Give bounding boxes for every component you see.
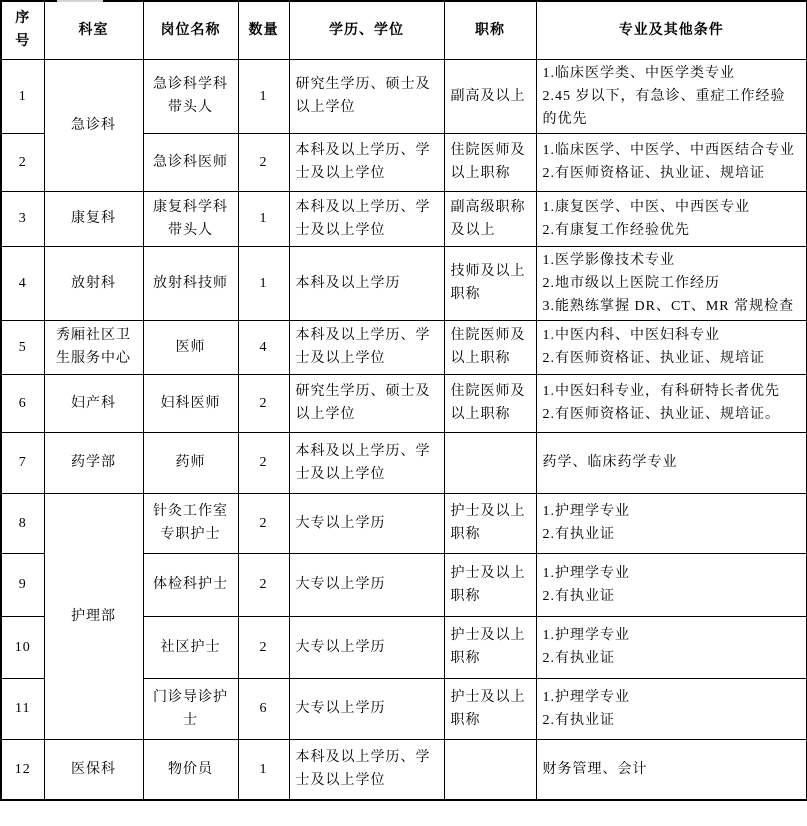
cell-dept: 秀厢社区卫生服务中心 [44,320,143,374]
cell-conditions [536,191,807,246]
table-row [1,432,807,493]
cell-position: 放射科技师 [143,246,238,320]
condition-line: 2.有执业证 [542,588,615,604]
condition-line: 2.有医师资格证、执业证、规培证 [542,351,765,366]
cell-conditions [536,320,807,374]
cell-no: 6 [1,374,44,432]
cell-dept: 放射科 [44,246,143,320]
condition-line: 2.有执业证 [542,651,615,666]
cell-no: 5 [1,320,44,374]
condition-line: 2.有医师资格证、执业证、规培证 [542,166,765,181]
cell-no: 1 [1,59,44,133]
cell-position: 体检科护士 [143,553,238,616]
cell-count: 2 [238,553,289,616]
cell-title: 护士及以上职称 [444,678,536,739]
column-header-title: 职称 [444,1,536,59]
condition-line: 1.医学影像技术专业 [542,252,675,268]
cell-dept: 妇产科 [44,374,143,432]
cell-education: 研究生学历、硕士及以上学位 [289,374,444,432]
cell-position: 针灸工作室专职护士 [143,493,238,553]
cell-position: 妇科医师 [143,374,238,432]
cell-no: 7 [1,432,44,493]
column-header-education: 学历、学位 [289,1,444,59]
cell-title: 护士及以上职称 [444,553,536,616]
condition-line: 2.有医师资格证、执业证、规培证。 [542,407,780,422]
condition-line: 2.有康复工作经验优先 [542,222,690,238]
column-header-count: 数量 [238,1,289,59]
cell-title: 住院医师及以上职称 [444,320,536,374]
cell-title [444,432,536,493]
table-row [1,374,807,432]
condition-line: 1.护理学专业 [542,689,630,705]
cell-count: 1 [238,739,289,800]
condition-line: 2.有执业证 [542,527,615,542]
condition-line: 1.康复医学、中医、中西医专业 [542,199,750,215]
cell-count: 1 [238,246,289,320]
condition-line: 2.地市级以上医院工作经历 [542,275,720,291]
cell-count: 2 [238,432,289,493]
column-header-dept: 科室 [44,1,143,59]
cell-position: 医师 [143,320,238,374]
table-row [1,320,807,374]
condition-line: 1.临床医学、中医学、中西医结合专业 [542,143,795,158]
cell-position: 药师 [143,432,238,493]
cell-education: 本科及以上学历、学士及以上学位 [289,739,444,800]
cell-count: 2 [238,374,289,432]
cell-title: 住院医师及以上职称 [444,133,536,191]
cell-dept: 药学部 [44,432,143,493]
condition-line: 1.中医妇科专业，有科研特长者优先 [542,384,780,399]
cell-position: 急诊科学科带头人 [143,59,238,133]
condition-line: 3.能熟练掌握 DR、CT、MR 常规检查 [542,298,795,314]
cell-title: 护士及以上职称 [444,616,536,678]
cell-title [444,739,536,800]
cell-position: 急诊科医师 [143,133,238,191]
cell-count: 1 [238,59,289,133]
table-row [1,191,807,246]
cell-education: 本科及以上学历 [289,246,444,320]
cell-title: 护士及以上职称 [444,493,536,553]
cell-position: 康复科学科带头人 [143,191,238,246]
cell-conditions [536,374,807,432]
condition-line: 药学、临床药学专业 [542,455,678,470]
cell-education: 本科及以上学历、学士及以上学位 [289,432,444,493]
cell-title: 技师及以上职称 [444,246,536,320]
cell-education: 大专以上学历 [289,493,444,553]
column-header-position: 岗位名称 [143,1,238,59]
cell-conditions [536,739,807,800]
cell-count: 6 [238,678,289,739]
cell-conditions [536,678,807,739]
table-row [1,246,807,320]
cell-conditions [536,432,807,493]
cell-no: 3 [1,191,44,246]
cell-education: 大专以上学历 [289,678,444,739]
cell-conditions [536,616,807,678]
cell-education: 本科及以上学历、学士及以上学位 [289,320,444,374]
cell-conditions [536,493,807,553]
condition-line: 1.护理学专业 [542,504,630,519]
header-row [1,1,807,59]
cell-no: 4 [1,246,44,320]
cell-no: 11 [1,678,44,739]
condition-line: 1.中医内科、中医妇科专业 [542,328,720,343]
cell-dept: 护理部 [44,493,143,739]
condition-line: 2.45 岁以下，有急诊、重症工作经验的优先 [542,88,786,127]
cell-position: 门诊导诊护士 [143,678,238,739]
cell-count: 4 [238,320,289,374]
cell-dept: 急诊科 [44,59,143,191]
cell-dept: 医保科 [44,739,143,800]
cell-education: 本科及以上学历、学士及以上学位 [289,133,444,191]
cell-count: 2 [238,133,289,191]
cell-conditions [536,133,807,191]
cell-title: 副高级职称及以上 [444,191,536,246]
condition-line: 1.临床医学类、中医学类专业 [542,65,735,81]
cell-count: 2 [238,616,289,678]
condition-line: 1.护理学专业 [542,628,630,643]
cell-education: 本科及以上学历、学士及以上学位 [289,191,444,246]
cell-education: 大专以上学历 [289,553,444,616]
cell-no: 10 [1,616,44,678]
cell-count: 1 [238,191,289,246]
cell-conditions [536,553,807,616]
cell-position: 物价员 [143,739,238,800]
cell-no: 12 [1,739,44,800]
cell-position: 社区护士 [143,616,238,678]
cell-education: 大专以上学历 [289,616,444,678]
table-row [1,59,807,133]
cell-title: 住院医师及以上职称 [444,374,536,432]
condition-line: 2.有执业证 [542,712,615,728]
condition-line: 1.护理学专业 [542,565,630,581]
table-row [1,493,807,553]
condition-line: 财务管理、会计 [542,761,648,777]
cell-education: 研究生学历、硕士及以上学位 [289,59,444,133]
cell-title: 副高及以上 [444,59,536,133]
cell-no: 8 [1,493,44,553]
column-header-no: 序号 [1,1,44,59]
cell-dept: 康复科 [44,191,143,246]
cell-count: 2 [238,493,289,553]
table-row [1,739,807,800]
cell-conditions [536,246,807,320]
cell-conditions [536,59,807,133]
cell-no: 9 [1,553,44,616]
screenshot-artifact [57,0,103,2]
column-header-conditions: 专业及其他条件 [536,1,807,59]
cell-no: 2 [1,133,44,191]
